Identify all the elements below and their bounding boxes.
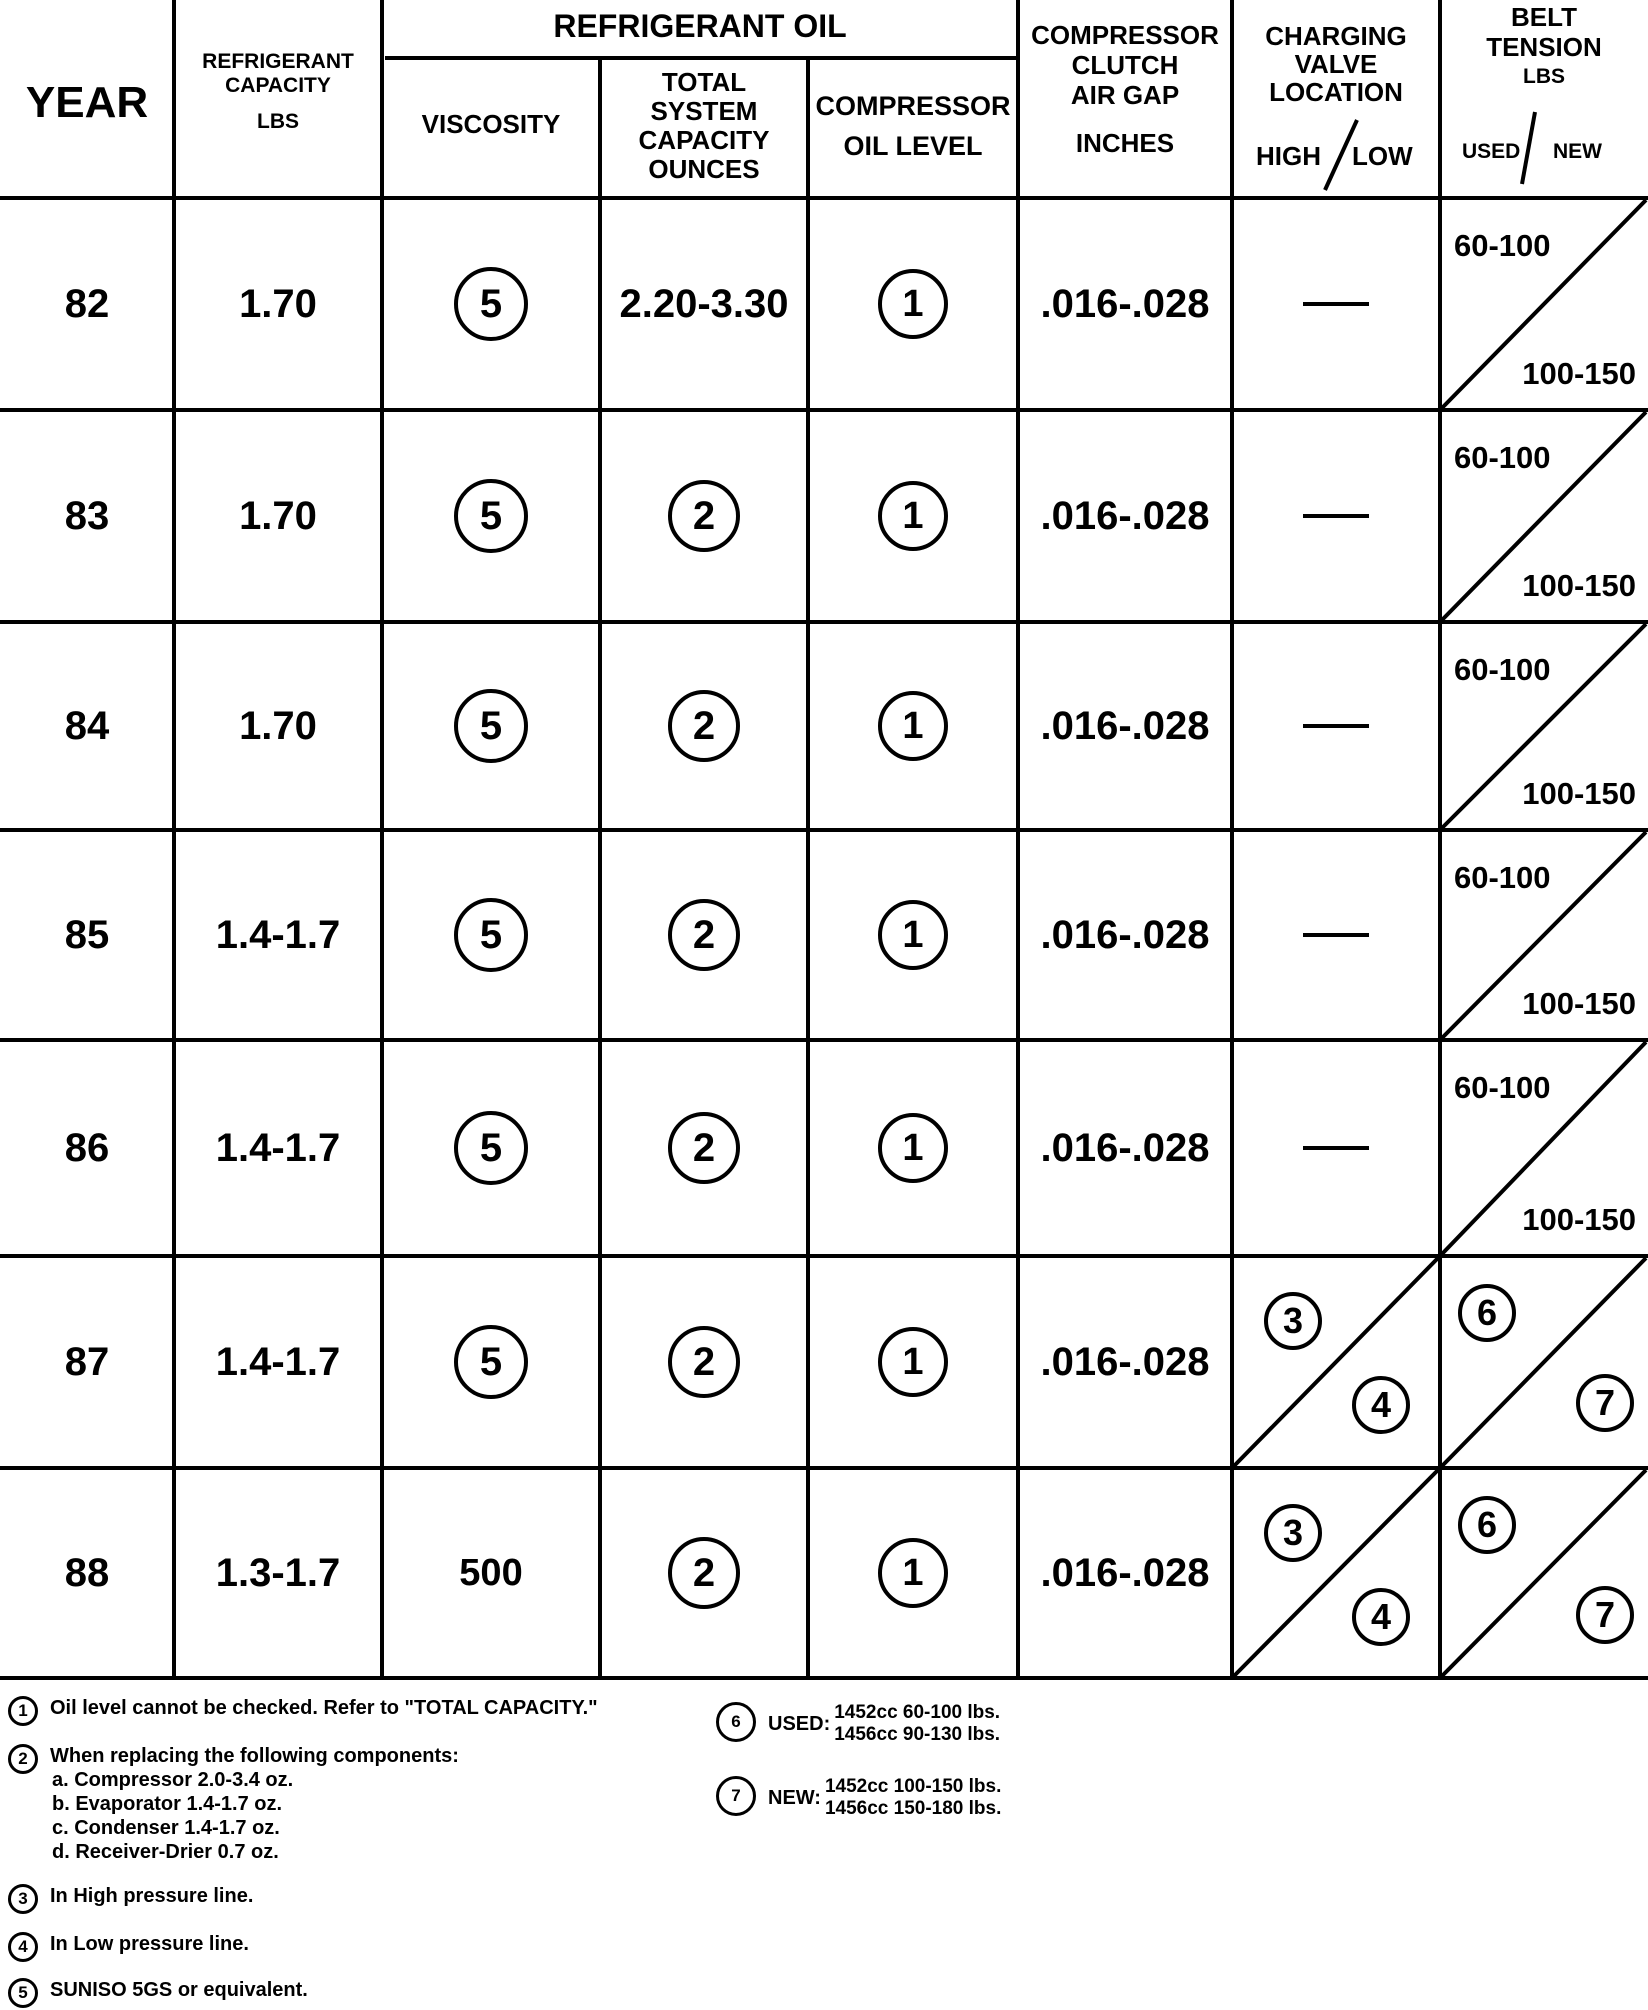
year-value: 87 <box>64 1339 110 1384</box>
capacity-cell <box>174 622 382 830</box>
air-gap-cell <box>1018 410 1232 622</box>
belt-used-value: 60-100 <box>1454 860 1551 895</box>
footnote-label: USED: <box>768 1713 831 1735</box>
air-gap-cell <box>1018 198 1232 410</box>
footnote-line: 1456cc 90-130 lbs. <box>834 1724 1001 1745</box>
footnote-text: SUNISO 5GS or equivalent. <box>50 1979 308 2001</box>
belt-new-note-marker: 7 <box>1576 1586 1634 1644</box>
belt-new-value: 100-150 <box>1522 356 1636 391</box>
total-capacity-header: TOTAL SYSTEM CAPACITY OUNCES <box>638 67 770 184</box>
oil-level-header: COMPRESSOR OIL LEVEL <box>815 91 1011 161</box>
footnote-line: 1452cc 60-100 lbs. <box>834 1702 1001 1723</box>
valve-low-note-marker: 4 <box>1352 1376 1410 1434</box>
high-label: HIGH <box>1256 141 1321 171</box>
year-cell <box>0 1468 174 1678</box>
oil-level-note-marker: 1 <box>878 1327 948 1397</box>
total-capacity-cell <box>600 622 808 830</box>
total-capacity-note-marker: 2 <box>668 1537 740 1609</box>
air-gap-value: .016-.028 <box>1040 912 1210 957</box>
note-marker: 7 <box>716 1776 756 1816</box>
capacity-cell <box>174 198 382 410</box>
footnote-text: In High pressure line. <box>50 1885 254 1907</box>
air-gap-cell <box>1018 1040 1232 1256</box>
not-applicable-dash <box>1303 933 1369 937</box>
capacity-cell <box>174 1040 382 1256</box>
note-marker: 6 <box>716 1702 756 1742</box>
charging-valve-cell <box>1232 1040 1440 1256</box>
total-capacity-note-marker: 2 <box>668 899 740 971</box>
total-capacity-cell <box>600 410 808 622</box>
belt-tension-cell <box>1440 410 1648 622</box>
refrigerant-capacity-header: REFRIGERANT CAPACITY LBS <box>202 50 354 134</box>
air-gap-value: .016-.028 <box>1040 1339 1210 1384</box>
total-capacity-note-marker: 2 <box>668 480 740 552</box>
footnote-line: 1456cc 150-180 lbs. <box>824 1798 1002 1819</box>
year-cell <box>0 622 174 830</box>
note-marker: 4 <box>8 1932 38 1962</box>
footnote-7 <box>716 1776 1001 1820</box>
capacity-cell <box>174 830 382 1040</box>
belt-used-value: 60-100 <box>1454 440 1551 475</box>
footnote-6 <box>716 1702 1000 1746</box>
air-gap-value: .016-.028 <box>1040 703 1210 748</box>
oil-level-cell <box>808 622 1018 830</box>
footnote-text: In Low pressure line. <box>50 1933 249 1955</box>
year-cell <box>0 1040 174 1256</box>
capacity-cell <box>174 1468 382 1678</box>
valve-low-note-marker: 4 <box>1352 1588 1410 1646</box>
year-value: 86 <box>64 1125 110 1170</box>
footnote-text: When replacing the following components: <box>50 1745 459 1767</box>
belt-used-note-marker: 6 <box>1458 1284 1516 1342</box>
oil-level-cell <box>808 410 1018 622</box>
belt-used-value: 60-100 <box>1454 228 1551 263</box>
air-gap-value: .016-.028 <box>1040 493 1210 538</box>
viscosity-note-marker: 5 <box>454 689 528 763</box>
belt-tension-cell <box>1440 1468 1648 1678</box>
viscosity-cell <box>382 830 600 1040</box>
footnote-item: b. Evaporator 1.4-1.7 oz. <box>52 1793 283 1815</box>
oil-level-cell <box>808 1256 1018 1468</box>
belt-tension-cell <box>1440 1040 1648 1256</box>
note-marker: 1 <box>8 1696 38 1726</box>
belt-tension-cell <box>1440 830 1648 1040</box>
charging-valve-cell <box>1232 1256 1440 1468</box>
footnote-item: a. Compressor 2.0-3.4 oz. <box>52 1769 294 1791</box>
belt-new-note-marker: 7 <box>1576 1374 1634 1432</box>
viscosity-cell <box>382 198 600 410</box>
capacity-value: 1.70 <box>239 281 317 326</box>
viscosity-header: VISCOSITY <box>421 109 561 139</box>
belt-used-note-marker: 6 <box>1458 1496 1516 1554</box>
belt-new-value: 100-150 <box>1522 568 1636 603</box>
new-label: NEW <box>1553 140 1602 163</box>
oil-level-note-marker: 1 <box>878 1113 948 1183</box>
viscosity-note-marker: 5 <box>454 479 528 553</box>
used-label: USED <box>1462 140 1521 163</box>
capacity-value: 1.4-1.7 <box>215 1125 341 1170</box>
oil-level-cell <box>808 830 1018 1040</box>
belt-new-value: 100-150 <box>1522 776 1636 811</box>
footnote-4 <box>8 1932 249 1962</box>
viscosity-note-marker: 5 <box>454 1111 528 1185</box>
belt-tension-header: BELT TENSION LBS <box>1486 2 1602 88</box>
not-applicable-dash <box>1303 302 1369 306</box>
air-gap-value: .016-.028 <box>1040 1550 1210 1595</box>
air-gap-cell <box>1018 1468 1232 1678</box>
refrigerant-oil-header: REFRIGERANT OIL <box>553 8 847 44</box>
air-gap-cell <box>1018 1256 1232 1468</box>
belt-used-value: 60-100 <box>1454 1070 1551 1105</box>
total-capacity-cell <box>600 1468 808 1678</box>
charging-valve-cell <box>1232 410 1440 622</box>
capacity-value: 1.70 <box>239 703 317 748</box>
air-gap-header: COMPRESSOR CLUTCH AIR GAP INCHES <box>1031 20 1219 158</box>
oil-level-note-marker: 1 <box>878 900 948 970</box>
capacity-cell <box>174 1256 382 1468</box>
viscosity-cell <box>382 410 600 622</box>
footnote-item: c. Condenser 1.4-1.7 oz. <box>52 1817 280 1839</box>
total-capacity-note-marker: 2 <box>668 690 740 762</box>
air-gap-value: .016-.028 <box>1040 1125 1210 1170</box>
capacity-value: 1.70 <box>239 493 317 538</box>
charging-valve-cell <box>1232 622 1440 830</box>
viscosity-note-marker: 5 <box>454 898 528 972</box>
viscosity-note-marker: 5 <box>454 1325 528 1399</box>
not-applicable-dash <box>1303 514 1369 518</box>
oil-level-note-marker: 1 <box>878 1538 948 1608</box>
capacity-value: 1.3-1.7 <box>215 1550 341 1595</box>
total-capacity-note-marker: 2 <box>668 1112 740 1184</box>
oil-level-cell <box>808 1040 1018 1256</box>
footnote-line: 1452cc 100-150 lbs. <box>824 1776 1002 1797</box>
oil-level-cell <box>808 1468 1018 1678</box>
belt-tension-cell <box>1440 1256 1648 1468</box>
footnote-label: NEW: <box>768 1787 821 1809</box>
total-capacity-note-marker: 2 <box>668 1326 740 1398</box>
year-cell <box>0 410 174 622</box>
air-gap-cell <box>1018 830 1232 1040</box>
viscosity-cell <box>382 1468 600 1678</box>
low-label: LOW <box>1352 141 1413 171</box>
air-gap-cell <box>1018 622 1232 830</box>
viscosity-cell <box>382 622 600 830</box>
year-cell <box>0 198 174 410</box>
footnote-1 <box>8 1696 598 1726</box>
not-applicable-dash <box>1303 1146 1369 1150</box>
capacity-value: 1.4-1.7 <box>215 912 341 957</box>
year-value: 82 <box>64 281 110 326</box>
year-value: 84 <box>64 703 110 748</box>
year-header: YEAR <box>25 78 149 127</box>
charging-valve-cell <box>1232 830 1440 1040</box>
year-value: 85 <box>64 912 110 957</box>
total-capacity-cell <box>600 830 808 1040</box>
footnote-3 <box>8 1884 253 1914</box>
total-capacity-cell <box>600 198 808 410</box>
not-applicable-dash <box>1303 724 1369 728</box>
note-marker: 5 <box>8 1978 38 2008</box>
air-gap-value: .016-.028 <box>1040 281 1210 326</box>
total-capacity-value: 2.20-3.30 <box>619 281 789 326</box>
belt-tension-cell <box>1440 198 1648 410</box>
viscosity-note-marker: 5 <box>454 267 528 341</box>
charging-valve-cell <box>1232 198 1440 410</box>
footnote-text: Oil level cannot be checked. Refer to "TOTAL CAPACITY." <box>50 1697 598 1719</box>
footnote-item: d. Receiver-Drier 0.7 oz. <box>52 1841 279 1863</box>
note-marker: 2 <box>8 1744 38 1774</box>
valve-high-note-marker: 3 <box>1264 1292 1322 1350</box>
year-cell <box>0 1256 174 1468</box>
viscosity-value: 500 <box>459 1551 523 1594</box>
belt-used-value: 60-100 <box>1454 652 1551 687</box>
footnote-2 <box>8 1744 459 1864</box>
charging-valve-cell <box>1232 1468 1440 1678</box>
capacity-cell <box>174 410 382 622</box>
viscosity-cell <box>382 1040 600 1256</box>
year-cell <box>0 830 174 1040</box>
total-capacity-cell <box>600 1256 808 1468</box>
oil-level-note-marker: 1 <box>878 481 948 551</box>
charging-valve-header: CHARGING VALVE LOCATION <box>1265 21 1407 107</box>
total-capacity-cell <box>600 1040 808 1256</box>
viscosity-cell <box>382 1256 600 1468</box>
belt-new-value: 100-150 <box>1522 1202 1636 1237</box>
oil-level-note-marker: 1 <box>878 691 948 761</box>
valve-high-note-marker: 3 <box>1264 1504 1322 1562</box>
belt-tension-cell <box>1440 622 1648 830</box>
footnote-5 <box>8 1978 308 2008</box>
oil-level-cell <box>808 198 1018 410</box>
belt-new-value: 100-150 <box>1522 986 1636 1021</box>
year-value: 83 <box>64 493 110 538</box>
year-value: 88 <box>64 1550 110 1595</box>
note-marker: 3 <box>8 1884 38 1914</box>
capacity-value: 1.4-1.7 <box>215 1339 341 1384</box>
oil-level-note-marker: 1 <box>878 269 948 339</box>
